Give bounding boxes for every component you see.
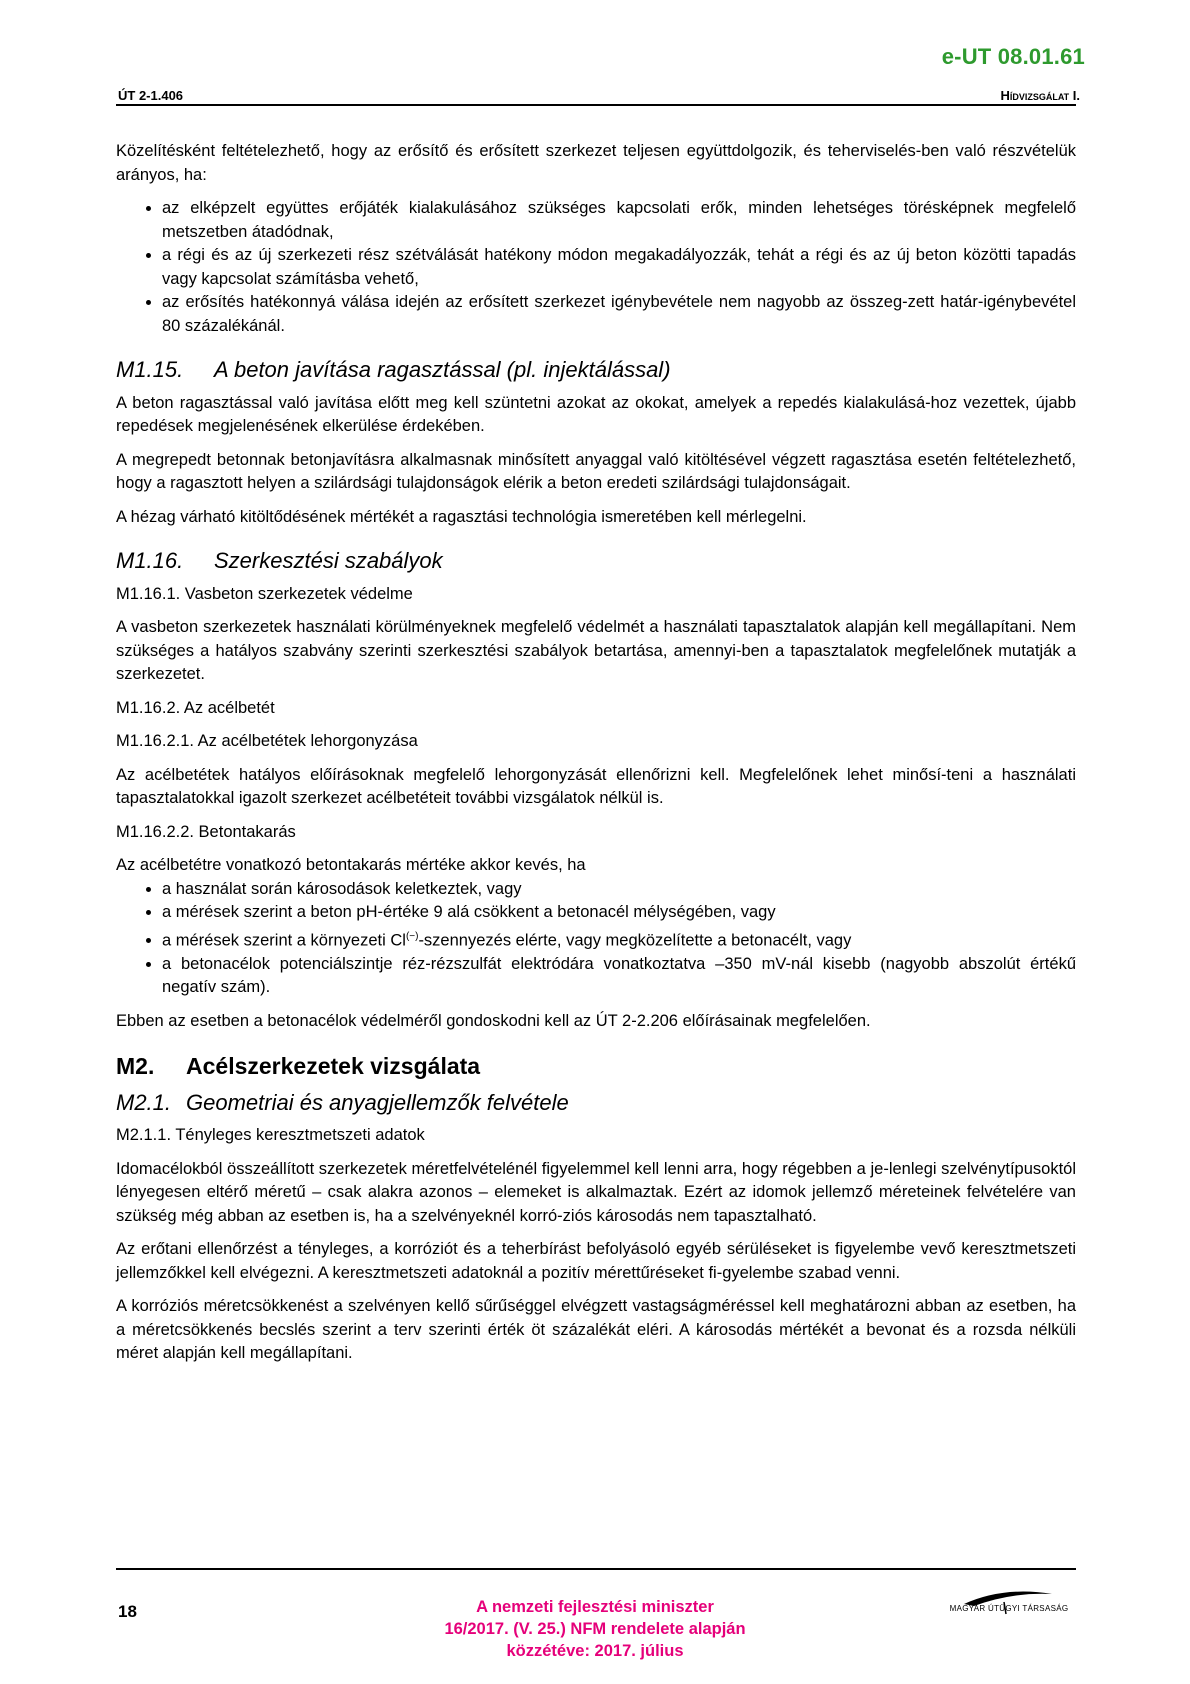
chapter-number: M2. <box>116 1053 155 1079</box>
chloride-superscript: (−) <box>405 930 419 942</box>
section-heading-m2-1 <box>116 1091 1076 1115</box>
chapter-heading-m2 <box>116 1055 1076 1079</box>
section-heading-m1-16 <box>116 549 1076 573</box>
list-item-text: a mérések szerint a környezeti Cl <box>162 931 406 949</box>
list-item: • a használat során károsodások keletkeztek, vagy <box>162 878 1076 902</box>
page-content <box>116 140 1076 1376</box>
section-number: M1.16. <box>116 548 184 573</box>
list-item <box>162 925 1076 953</box>
paragraph: A megrepedt betonnak betonjavításra alkalmasnak minősített anyaggal való kitöltésével végzett ragasztása esetén feltételezhető, hogy a ragasztott helyen a szilárdsági tulajdonságok elérik a beton eredeti szilárdsági tulajdonságait. <box>116 450 1076 492</box>
section-title: A beton javítása ragasztással (pl. injektálással) <box>214 357 671 382</box>
list-item: • az erősítés hatékonnyá válása idején az erősített szerkezet igénybevétele nem nagyobb az összeg-zett határ-igénybevétel 80 százalékánál. <box>162 291 1076 338</box>
section-title: Geometriai és anyagjellemzők felvétele <box>186 1089 569 1115</box>
paragraph: Az acélbetétek hatályos előírásoknak megfelelő lehorgonyzását ellenőrizni kell. Megfelelőnek lehet minősí-teni a használati tapasztalatokkal igazolt szerkezet acélbetéteit további vizsgálatok nélkül is. <box>116 765 1076 807</box>
footer-line: 16/2017. (V. 25.) NFM rendelete alapján <box>444 1620 746 1638</box>
header-standard-id: ÚT 2-1.406 <box>118 88 184 103</box>
list-item: • a betonacélok potenciálszintje réz-rézszulfát elektródára vonatkoztatva –350 mV-nál kisebb (nagyobb abszolút értékű negatív szám). <box>162 953 1076 1000</box>
section-number: M1.15. <box>116 357 184 382</box>
subsection-heading: M1.16.2. Az acélbetét <box>116 698 275 717</box>
logo-text: MAGYAR ÚTÜGYI TÁRSASÁG <box>949 1604 1069 1613</box>
footer-publication-note <box>395 1596 795 1662</box>
subsection-heading: M1.16.2.1. Az acélbetétek lehorgonyzása <box>116 732 418 750</box>
paragraph: A vasbeton szerkezetek használati körülményeknek megfelelő védelmét a használati tapasztalatok alapján kell megállapítani. Nem szükséges a hatályos szabvány szerinti szerkesztési szabályok betartása, amennyi-ben a tapasztalatok megfelelőnek mutatják a szerkezetet. <box>116 618 1076 683</box>
footer-line: A nemzeti fejlesztési miniszter <box>476 1598 714 1616</box>
list-item-text: -szennyezés elérte, vagy megközelítette a betonacélt, vagy <box>418 931 852 949</box>
footer-divider <box>116 1568 1076 1570</box>
document-code: e-UT 08.01.61 <box>941 44 1085 69</box>
section-number: M2.1. <box>116 1089 172 1115</box>
paragraph: A korróziós méretcsökkenést a szelvényen kellő sűrűséggel elvégzett vastagságméréssel kell meghatározni abban az esetben, ha a méretcsökkenés becslés szerint a terv szerinti érték öt százalékát eléri. A károsodás mértékét a bevonat és a rozsda nélküli méret alapján kell megállapítani. <box>116 1297 1076 1362</box>
page-number: 18 <box>118 1602 137 1621</box>
list-item: • a régi és az új szerkezeti rész szétválását hatékony módon megakadályozzák, tehát a régi és az új beton közötti tapadás vagy kapcsolat számításba vehető, <box>162 244 1076 291</box>
paragraph: Idomacélokból összeállított szerkezetek méretfelvételénél figyelemmel kell lenni arra, hogy régebben a je-lenlegi szelvénytípusoktól lényegesen eltérő méretű – csak alakra azonos – elemeket is alkalmaztak. Ezért az idomok jellemző méreteinek felvételére van szükség még abban az esetben is, ha a szelvényeknél korró-ziós károsodás nem tapasztalható. <box>116 1159 1076 1225</box>
subsection-heading: M1.16.1. Vasbeton szerkezetek védelme <box>116 584 413 603</box>
footer-line: közzétéve: 2017. július <box>506 1642 684 1660</box>
publisher-logo-icon <box>934 1580 1084 1620</box>
paragraph: A hézag várható kitöltődésének mértékét a ragasztási technológia ismeretében kell mérlegelni. <box>116 507 807 526</box>
subsection-heading: M2.1.1. Tényleges keresztmetszeti adatok <box>116 1126 425 1144</box>
paragraph: Az erőtani ellenőrzést a tényleges, a korróziót és a teherbírást befolyásoló egyéb sérüléseket is figyelembe vevő keresztmetszeti jellemzőkkel kell elvégezni. A keresztmetszeti adatoknál a pozitív mérettűréseket fi-gyelembe szabad venni. <box>116 1240 1076 1282</box>
subsection-heading: M1.16.2.2. Betontakarás <box>116 822 296 841</box>
section-title: Szerkesztési szabályok <box>214 548 443 573</box>
paragraph: Az acélbetétre vonatkozó betontakarás mértéke akkor kevés, ha <box>116 856 586 874</box>
paragraph: A beton ragasztással való javítása előtt meg kell szüntetni azokat az okokat, amelyek a repedés kialakulásá-hoz vezettek, újabb repedések megjelenésének elkerülése érdekében. <box>116 393 1076 435</box>
chapter-title: Acélszerkezetek vizsgálata <box>186 1053 481 1079</box>
header-title: Hídvizsgálat I. <box>1000 88 1080 103</box>
header-divider <box>116 104 1076 106</box>
list-item: • az elképzelt együttes erőjáték kialakulásához szükséges kapcsolati erők, minden lehetséges törésképnek megfelelő metszetben átadódnak, <box>162 197 1076 244</box>
cover-criteria-list <box>116 878 1076 1000</box>
paragraph: Ebben az esetben a betonacélok védelméről gondoskodni kell az ÚT 2-2.206 előírásainak megfelelően. <box>116 1011 871 1030</box>
list-item: • a mérések szerint a beton pH-értéke 9 alá csökkent a betonacél mélységében, vagy <box>162 901 1076 925</box>
section-heading-m1-15 <box>116 358 1076 382</box>
intro-bullet-list <box>116 197 1076 338</box>
intro-paragraph: Közelítésként feltételezhető, hogy az erősítő és erősített szerkezet teljesen együttdolgozik, és teherviselés-ben való részvételük arányos, ha: <box>116 142 1076 184</box>
